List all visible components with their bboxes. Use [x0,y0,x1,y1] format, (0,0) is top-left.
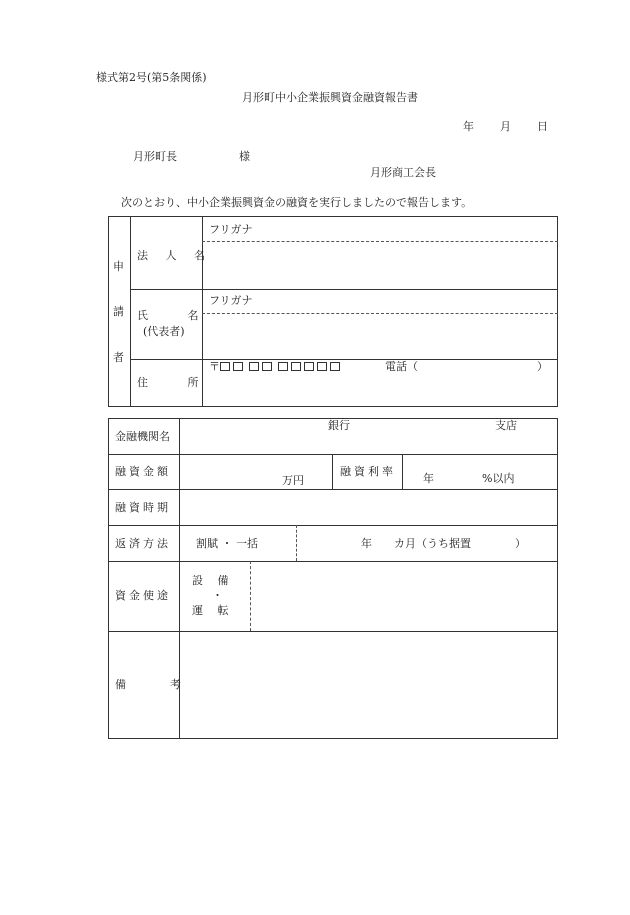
corp-furigana-label: フリガナ [209,223,253,236]
postal-box [249,362,259,371]
use-equipment[interactable]: 設 備 [192,574,229,587]
postal-box [233,362,243,371]
address-field[interactable] [203,375,557,406]
intro-text: 次のとおり、中小企業振興資金の融資を実行しましたので報告します。 [121,196,473,209]
applicant-label-2: 請 [113,305,124,318]
sender: 月形商工会長 [370,166,436,179]
name-field[interactable] [203,314,557,358]
repayment-options[interactable]: 割賦 ・ 一括 [196,537,258,550]
date-month: 月 [500,120,511,133]
divider [130,289,558,290]
use-detail-field[interactable] [252,562,557,630]
use-operating[interactable]: 運 転 [192,604,229,617]
address-label: 住 所 [137,376,199,389]
institution-label: 金融機関名 [115,430,170,443]
divider [332,454,333,489]
bank-field[interactable] [180,419,320,453]
applicant-label-3: 者 [113,351,124,364]
date-day: 日 [537,120,548,133]
divider [108,525,558,526]
phone-label: 電話（ [385,360,418,373]
use-divider [250,561,251,631]
postal-box [317,362,327,371]
postal-box [262,362,272,371]
divider [130,216,131,407]
postal-box [220,362,230,371]
use-label: 資金使途 [115,589,171,602]
amount-field[interactable] [180,455,280,488]
period-label: 融資時期 [115,501,171,514]
corp-name-label: 法 人 名 [137,249,212,262]
amount-unit: 万円 [282,474,304,487]
bank-label: 銀行 [328,419,350,432]
phone-close: ） [537,360,548,373]
postal-mark: 〒 [209,360,220,373]
use-dot: ・ [212,589,223,602]
remarks-label: 備 考 [115,678,181,691]
rate-year: 年 [423,472,434,485]
postal-box [304,362,314,371]
applicant-label-1: 申 [113,260,124,273]
rate-label: 融資利率 [340,465,396,478]
document-title: 月形町中小企業振興資金融資報告書 [242,91,418,104]
divider [402,454,403,489]
honorific: 様 [239,150,250,163]
postal-code[interactable] [209,361,343,372]
postal-box [291,362,301,371]
remarks-field[interactable] [180,632,557,738]
repayment-divider [296,525,297,561]
postal-box [278,362,288,371]
postal-box [330,362,340,371]
addressee: 月形町長 [133,150,177,163]
branch-field[interactable] [355,419,490,453]
amount-label: 融資金額 [115,465,171,478]
period-field[interactable] [180,490,557,524]
name-furigana-label: フリガナ [209,294,253,307]
repayment-term[interactable]: 年 カ月（うち据置 ） [361,537,526,550]
phone-field[interactable] [420,360,532,374]
representative-label: (代表者) [143,325,185,338]
rate-unit: %以内 [482,472,515,485]
corp-name-field[interactable] [203,242,557,288]
date-year: 年 [463,120,474,133]
repayment-label: 返済方法 [115,537,171,550]
name-label: 氏 名 [137,309,199,322]
form-number: 様式第2号(第5条関係) [96,71,207,84]
rate-field[interactable] [438,462,482,486]
divider [108,454,558,455]
branch-label: 支店 [495,419,517,432]
